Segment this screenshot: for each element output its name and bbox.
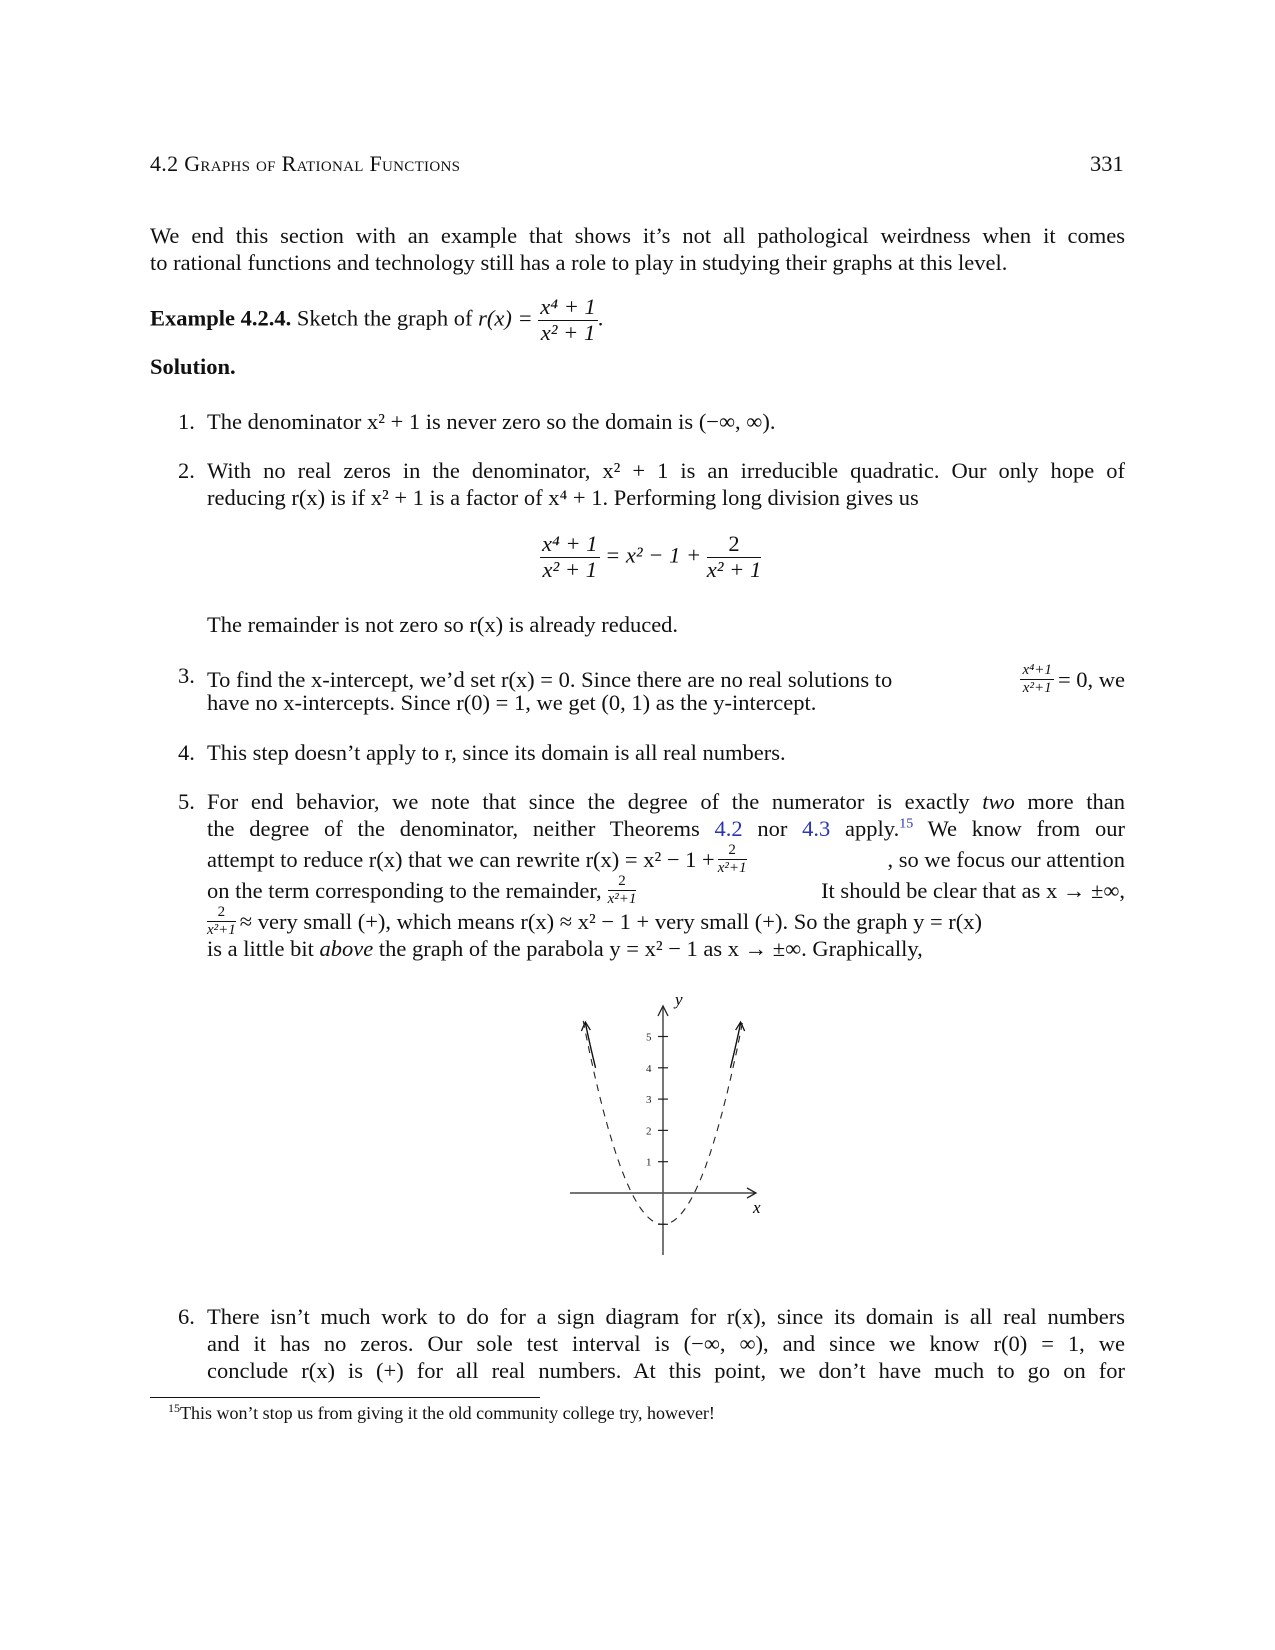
example-label: Example 4.2.4. [150, 305, 292, 331]
equation-lhs-fraction [540, 532, 600, 583]
item-6-line-3: conclude r(x) is (+) for all real numbers. At this point, we don’t have much to go on for [207, 1358, 1125, 1383]
y-tick-label: 2 [646, 1125, 652, 1138]
example-statement: Example 4.2.4. Sketch the graph of r(x) = $\frac{\text{x⁴ + 1}}{\text{x² + 1}}$ . [150, 294, 604, 345]
axes [570, 1006, 756, 1255]
inline-fraction [718, 842, 747, 876]
item-6-number: 6. [178, 1304, 195, 1329]
example-fraction [538, 295, 598, 346]
text-run [207, 842, 747, 876]
solution-label-text: Solution. [150, 354, 236, 379]
graph-figure [560, 990, 780, 1260]
text-run: , so we focus our attention [887, 846, 1125, 872]
page-number: 331 [1090, 151, 1124, 176]
item-3-line-2: have no x-intercepts. Since r(0) = 1, we get (0, 1) as the y-intercept. [207, 690, 817, 715]
intro-line-2: to rational functions and technology still has a role to play in studying their graphs at this level. [150, 250, 1008, 275]
text-run: on the term corresponding to the remainder, [207, 877, 602, 903]
fraction-denominator: x² + 1 [706, 556, 762, 582]
solution-label [150, 353, 236, 380]
item-3-number: 3. [178, 663, 195, 688]
fraction-numerator: 2 [207, 904, 236, 922]
intro-line-1: We end this section with an example that shows it’s not all pathological weirdness when it comes [150, 223, 1125, 248]
running-header-section: 4.2 Graphs of Rational Functions [150, 151, 461, 176]
footnote-mark: 15 [168, 1401, 180, 1415]
item-2-number: 2. [178, 458, 195, 483]
fraction-numerator: 2 [608, 873, 637, 891]
item-5-line-2 [207, 815, 1125, 842]
footnote-rule [150, 1397, 540, 1398]
item-6-line-2: and it has no zeros. Our sole test interval is (−∞, ∞), and since we know r(0) = 1, we [207, 1331, 1125, 1356]
item-6-line-1: There isn’t much work to do for a sign diagram for r(x), since its domain is all real numbers [207, 1304, 1125, 1329]
y-tick-label: 1 [646, 1156, 652, 1169]
inline-fraction [1020, 662, 1054, 696]
item-5-line-5 [207, 904, 1125, 938]
text-run: apply. [845, 816, 900, 841]
fraction-denominator: x² + 1 [542, 556, 597, 582]
text-run: the degree of the denominator, neither Theorems [207, 816, 700, 841]
text-run: It should be clear that as x → ±∞, [821, 877, 1125, 903]
fraction-denominator: x²+1 [1022, 679, 1052, 696]
x-axis-label: x [753, 1198, 761, 1217]
fraction-denominator: x²+1 [607, 890, 637, 907]
item-5-line-1 [207, 788, 1125, 815]
inline-fraction [608, 873, 637, 907]
fraction-numerator: x⁴ + 1 [540, 294, 596, 319]
item-5-line-3 [207, 842, 1125, 876]
fraction-numerator: 2 [718, 842, 747, 860]
footnote [168, 1403, 715, 1424]
item-5-line-6 [207, 935, 923, 962]
footnote-text: This won’t stop us from giving it the old community college try, however! [180, 1403, 715, 1423]
text-run: ≈ very small (+), which means r(x) ≈ x² − 1 + very small (+). So the graph y = r(x) [239, 908, 982, 934]
emphasis: two [982, 789, 1015, 814]
emphasis: above [319, 936, 374, 961]
text-run [207, 873, 636, 907]
y-tick-label: 4 [646, 1062, 652, 1075]
item-5-number: 5. [178, 789, 195, 814]
item-1-number: 1. [178, 409, 195, 434]
item-4-number: 4. [178, 740, 195, 765]
theorem-4-2-link[interactable]: 4.2 [714, 816, 743, 841]
fraction-denominator: x²+1 [717, 859, 747, 876]
text-run: nor [757, 816, 788, 841]
fraction-denominator: x²+1 [207, 921, 236, 938]
footnote-ref-15[interactable]: 15 [899, 816, 914, 832]
fraction-denominator: x² + 1 [540, 319, 596, 345]
example-func-lhs: r(x) = [478, 305, 533, 331]
fraction-numerator: x⁴+1 [1022, 662, 1052, 678]
text-run: attempt to reduce r(x) that we can rewrite r(x) = x² − 1 + [207, 846, 715, 872]
text-run: more than [1027, 789, 1126, 814]
fraction-numerator: x⁴ + 1 [542, 531, 598, 556]
text-run: For end behavior, we note that since the degree of the numerator is exactly [207, 789, 970, 814]
text-run: is a little bit [207, 936, 314, 961]
y-axis-label: y [675, 990, 683, 1009]
item-5-line-4 [207, 873, 1125, 907]
equation-middle: = x² − 1 + [605, 542, 702, 568]
text-run: the graph of the parabola y = x² − 1 as x → ±∞. Graphically, [378, 936, 923, 961]
equation-rhs-fraction [707, 532, 761, 583]
item-2-line-2: reducing r(x) is if x² + 1 is a factor of x⁴ + 1. Performing long division gives us [207, 485, 919, 510]
inline-fraction [207, 904, 236, 938]
long-division-equation [540, 532, 761, 583]
item-4-text: This step doesn’t apply to r, since its domain is all real numbers. [207, 740, 786, 765]
y-tick-label: 3 [646, 1094, 652, 1107]
example-text: Sketch the graph of [296, 305, 473, 331]
theorem-4-3-link[interactable]: 4.3 [802, 816, 831, 841]
fraction-numerator: 2 [707, 532, 761, 558]
item-3-line-1-end: = 0, we [1057, 666, 1125, 692]
y-tick-label: 5 [646, 1031, 652, 1044]
item-3-line-1-text: To find the x-intercept, we’d set r(x) = 0. Since there are no real solutions to [207, 666, 893, 692]
item-1-text: The denominator x² + 1 is never zero so the domain is (−∞, ∞). [207, 409, 776, 434]
item-2-after-text: The remainder is not zero so r(x) is already reduced. [207, 612, 679, 637]
item-2-line-1: With no real zeros in the denominator, x² + 1 is an irreducible quadratic. Our only hope of [207, 458, 1125, 483]
item-3-line-1-tail [1020, 662, 1125, 696]
text-run: We know from our [927, 816, 1126, 841]
